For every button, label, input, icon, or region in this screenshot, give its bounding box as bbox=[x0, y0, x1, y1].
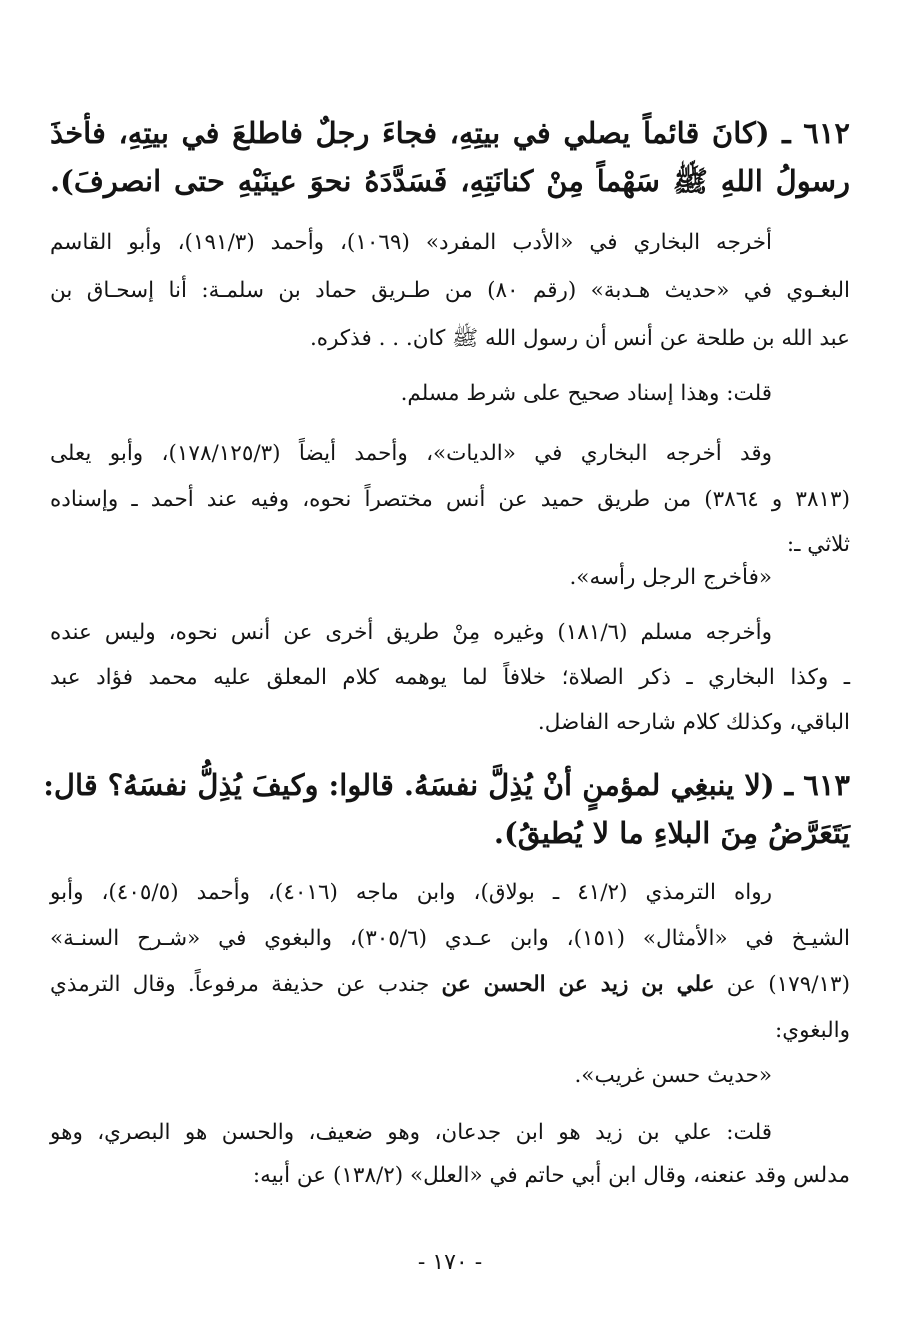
paragraph-5-line-3-start: (١٧٩/١٣) عن bbox=[714, 972, 850, 997]
paragraph-2-line-1: قلت: وهذا إسناد صحيح على شرط مسلم. bbox=[400, 381, 772, 406]
paragraph-3-line-1: وقد أخرجه البخاري في «الديات»، وأحمد أيضاً (١٧٨/١٢٥/٣)، وأبو يعلى bbox=[50, 441, 772, 466]
hadith-613-line-2: يَتَعَرَّضُ مِنَ البلاءِ ما لا يُطيقُ). bbox=[493, 816, 850, 850]
paragraph-5-line-2: الشيـخ في «الأمثال» (١٥١)، وابن عـدي (٣٠٥/٦)، والبغوي في «شـرح السنـة» bbox=[50, 926, 850, 951]
paragraph-5-line-4: والبغوي: bbox=[775, 1018, 850, 1043]
hadith-612-line-2: رسولُ اللهِ ﷺ سَهْماً مِنْ كنانَتِهِ، فَسَدَّدَهُ نحوَ عينَيْهِ حتى انصرفَ). bbox=[50, 164, 850, 198]
paragraph-6-line-1: قلت: علي بن زيد هو ابن جدعان، وهو ضعيف، والحسن هو البصري، وهو bbox=[50, 1120, 772, 1145]
paragraph-4-line-3: الباقي، وكذلك كلام شارحه الفاضل. bbox=[537, 710, 850, 735]
paragraph-1-line-3: عبد الله بن طلحة عن أنس أن رسول الله ﷺ كان. . . فذكره. bbox=[309, 326, 850, 351]
paragraph-5-line-3 bbox=[50, 972, 850, 997]
hadith-612-line-1: ٦١٢ ـ (كانَ قائماً يصلي في بيتِهِ، فجاءَ رجلٌ فاطلعَ في بيتِهِ، فأخذَ bbox=[50, 116, 850, 150]
paragraph-5-line-3-end: جندب عن حذيفة مرفوعاً. وقال الترمذي bbox=[50, 972, 442, 997]
page-number: - ١٧٠ - bbox=[417, 1250, 483, 1275]
paragraph-6-line-2: مدلس وقد عنعنه، وقال ابن أبي حاتم في «العلل» (١٣٨/٢) عن أبيه: bbox=[252, 1163, 850, 1188]
paragraph-3-line-3: ثلاثي ـ: bbox=[786, 532, 850, 557]
paragraph-4-line-2: ـ وكذا البخاري ـ ذكر الصلاة؛ خلافاً لما يوهمه كلام المعلق عليه محمد فؤاد عبد bbox=[50, 665, 850, 690]
paragraph-5-line-3-bold: علي بن زيد عن الحسن عن bbox=[441, 972, 715, 997]
paragraph-1-line-2: البغـوي في «حديث هـدبة» (رقم ٨٠) من طـريق حماد بن سلمـة: أنا إسحـاق بن bbox=[50, 278, 850, 303]
paragraph-5-line-1: رواه الترمذي (٤١/٢ ـ بولاق)، وابن ماجه (٤٠١٦)، وأحمد (٤٠٥/٥)، وأبو bbox=[50, 880, 772, 905]
hadith-613-line-1: ٦١٣ ـ (لا ينبغِي لمؤمنٍ أنْ يُذِلَّ نفسَهُ. قالوا: وكيفَ يُذِلُّ نفسَهُ؟ قال: bbox=[43, 768, 850, 802]
paragraph-1-line-1: أخرجه البخاري في «الأدب المفرد» (١٠٦٩)، وأحمد (١٩١/٣)، وأبو القاسم bbox=[50, 230, 772, 255]
quoted-text: «فأخرج الرجل رأسه». bbox=[569, 565, 772, 590]
quoted-text: «حديث حسن غريب». bbox=[574, 1063, 772, 1088]
paragraph-4-line-1: وأخرجه مسلم (١٨١/٦) وغيره مِنْ طريق أخرى عن أنس نحوه، وليس عنده bbox=[50, 620, 772, 645]
paragraph-3-line-2: (٣٨١٣ و ٣٨٦٤) من طريق حميد عن أنس مختصراً نحوه، وفيه عند أحمد ـ وإسناده bbox=[50, 487, 850, 512]
